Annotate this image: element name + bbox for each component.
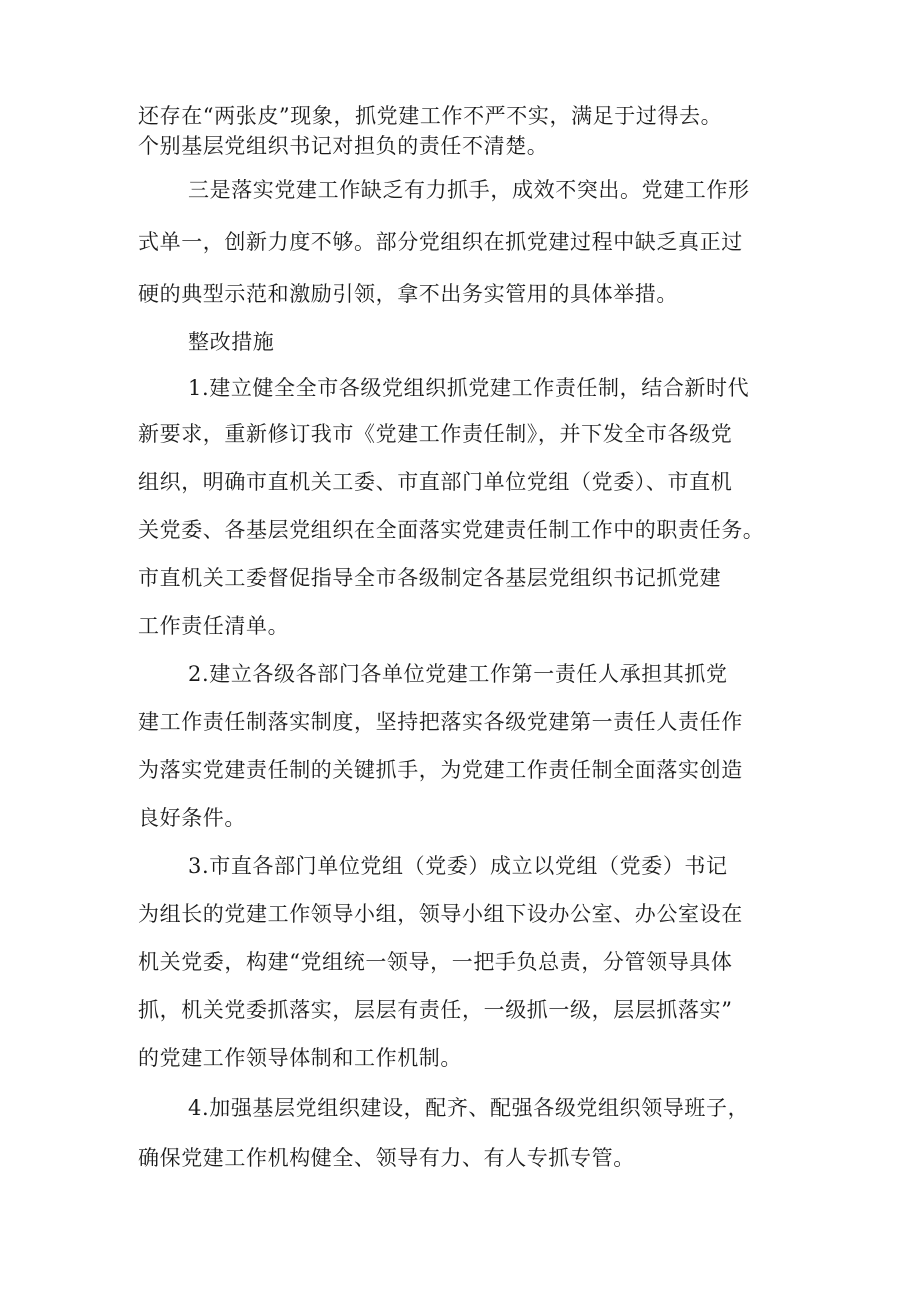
paragraph-line: 机关党委，构建“党组统一领导，一把手负总责，分管领导具体 [138, 950, 733, 974]
paragraph-line: 三是落实党建工作缺乏有力抓手，成效不突出。党建工作形 [188, 178, 750, 202]
paragraph-line: 式单一，创新力度不够。部分党组织在抓党建过程中缺乏真正过 [138, 230, 743, 254]
paragraph-line: 组织，明确市直机关工委、市直部门单位党组（党委）、市直机 [138, 470, 733, 494]
paragraph-line: 抓，机关党委抓落实，层层有责任，一级抓一级，层层抓落实” [138, 998, 733, 1022]
paragraph-line: 关党委、各基层党组织在全面落实党建责任制工作中的职责任务。 [138, 518, 765, 542]
paragraph-line: 确保党建工作机构健全、领导有力、有人专抓专管。 [138, 1146, 635, 1170]
paragraph-line: 建工作责任制落实制度，坚持把落实各级党建第一责任人责任作 [138, 710, 743, 734]
paragraph-line: 3.市直各部门单位党组（党委）成立以党组（党委）书记 [188, 854, 728, 878]
paragraph-line: 良好条件。 [138, 806, 246, 830]
paragraph-line: 4.加强基层党组织建设，配齐、配强各级党组织领导班子， [188, 1096, 750, 1120]
paragraph-line: 为落实党建责任制的关键抓手，为党建工作责任制全面落实创造 [138, 758, 743, 782]
paragraph-line: 硬的典型示范和激励引领，拿不出务实管用的具体举措。 [138, 282, 678, 306]
paragraph-line: 2.建立各级各部门各单位党建工作第一责任人承担其抓党 [188, 662, 728, 686]
paragraph-line: 个别基层党组织书记对担负的责任不清楚。 [138, 134, 549, 158]
paragraph-line: 为组长的党建工作领导小组，领导小组下设办公室、办公室设在 [138, 902, 743, 926]
paragraph-line: 市直机关工委督促指导全市各级制定各基层党组织书记抓党建 [138, 566, 722, 590]
paragraph-line: 工作责任清单。 [138, 614, 290, 638]
paragraph-line: 的党建工作领导体制和工作机制。 [138, 1046, 462, 1070]
paragraph-line: 1.建立健全全市各级党组织抓党建工作责任制，结合新时代 [188, 376, 750, 400]
section-heading: 整改措施 [188, 330, 275, 354]
paragraph-line: 新要求，重新修订我市《党建工作责任制》，并下发全市各级党 [138, 422, 733, 446]
paragraph-line: 还存在“两张皮”现象，抓党建工作不严不实，满足于过得去。 [138, 104, 723, 128]
